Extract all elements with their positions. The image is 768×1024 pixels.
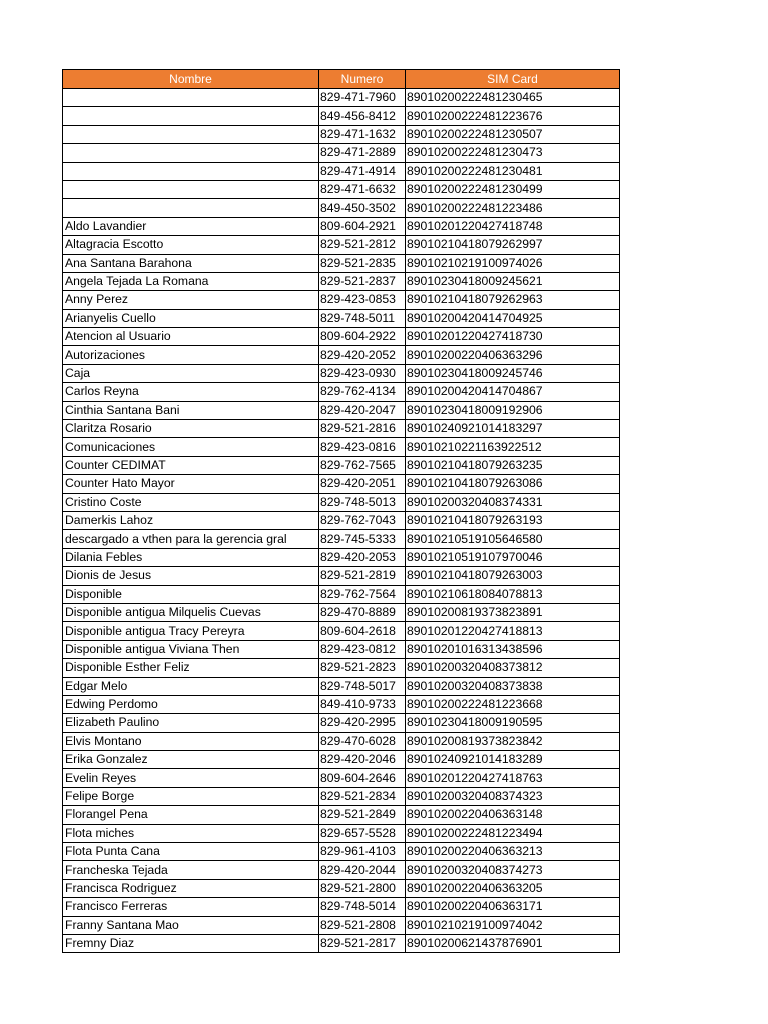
sim-card-cell[interactable]: 89010201016313438596 [406, 640, 620, 658]
nombre-cell[interactable] [63, 107, 319, 125]
table-row [63, 567, 620, 585]
table-row [63, 843, 620, 861]
sim-card-cell[interactable]: 89010210618084078813 [406, 585, 620, 603]
table-row [63, 530, 620, 548]
header-row [63, 70, 620, 89]
table-row [63, 732, 620, 750]
numero-cell[interactable]: 829-521-2834 [319, 787, 406, 805]
nombre-cell[interactable]: Claritza Rosario [63, 420, 319, 438]
column-header-nombre[interactable]: Nombre [63, 70, 319, 89]
table-row [63, 751, 620, 769]
sim-card-cell[interactable]: 89010200420414704867 [406, 383, 620, 401]
nombre-cell[interactable]: Edgar Melo [63, 677, 319, 695]
nombre-cell[interactable]: Evelin Reyes [63, 769, 319, 787]
numero-cell[interactable]: 829-420-2051 [319, 475, 406, 493]
table-row [63, 420, 620, 438]
nombre-cell[interactable] [63, 144, 319, 162]
nombre-cell[interactable]: Counter CEDIMAT [63, 456, 319, 474]
numero-cell[interactable]: 849-410-9733 [319, 695, 406, 713]
nombre-cell[interactable]: Aldo Lavandier [63, 217, 319, 235]
table-row [63, 475, 620, 493]
numero-cell[interactable]: 829-748-5017 [319, 677, 406, 695]
numero-cell[interactable]: 809-604-2922 [319, 328, 406, 346]
nombre-cell[interactable]: Ana Santana Barahona [63, 254, 319, 272]
nombre-cell[interactable]: Erika Gonzalez [63, 751, 319, 769]
sim-card-cell[interactable]: 89010200222481223486 [406, 199, 620, 217]
sim-card-cell[interactable]: 89010200222481223676 [406, 107, 620, 125]
numero-cell[interactable]: 829-762-7565 [319, 456, 406, 474]
numero-cell[interactable]: 829-521-2819 [319, 567, 406, 585]
sim-card-cell[interactable]: 89010201220427418763 [406, 769, 620, 787]
numero-cell[interactable]: 829-471-7960 [319, 89, 406, 107]
sim-card-cell[interactable]: 89010210418079262963 [406, 291, 620, 309]
numero-cell[interactable]: 829-745-5333 [319, 530, 406, 548]
sim-card-cell[interactable]: 89010200222481223668 [406, 695, 620, 713]
nombre-cell[interactable]: Franny Santana Mao [63, 916, 319, 934]
sim-card-cell[interactable]: 89010200819373823842 [406, 732, 620, 750]
numero-cell[interactable]: 829-762-7564 [319, 585, 406, 603]
sim-card-cell[interactable]: 89010230418009245621 [406, 272, 620, 290]
sim-card-cell[interactable]: 89010200222481230499 [406, 180, 620, 198]
table-row [63, 622, 620, 640]
sim-card-cell[interactable]: 89010240921014183297 [406, 420, 620, 438]
table-row [63, 493, 620, 511]
nombre-cell[interactable]: Damerkis Lahoz [63, 511, 319, 529]
table-row [63, 824, 620, 842]
sim-card-cell[interactable]: 89010210418079263235 [406, 456, 620, 474]
sim-card-cell[interactable]: 89010200222481230465 [406, 89, 620, 107]
nombre-cell[interactable]: Dionis de Jesus [63, 567, 319, 585]
table-row [63, 272, 620, 290]
numero-cell[interactable]: 829-420-2053 [319, 548, 406, 566]
numero-cell[interactable]: 829-471-2889 [319, 144, 406, 162]
sim-card-cell[interactable]: 89010230418009190595 [406, 714, 620, 732]
nombre-cell[interactable]: Disponible antigua Tracy Pereyra [63, 622, 319, 640]
sim-card-cell[interactable]: 89010230418009192906 [406, 401, 620, 419]
table-row [63, 309, 620, 327]
nombre-cell[interactable]: Disponible [63, 585, 319, 603]
numero-cell[interactable]: 829-762-7043 [319, 511, 406, 529]
sim-card-cell[interactable]: 89010210418079263003 [406, 567, 620, 585]
sim-card-cell[interactable]: 89010200222481230507 [406, 125, 620, 143]
numero-cell[interactable]: 829-471-4914 [319, 162, 406, 180]
numero-cell[interactable]: 829-471-1632 [319, 125, 406, 143]
sim-card-cell[interactable]: 89010200220406363148 [406, 806, 620, 824]
nombre-cell[interactable]: Anny Perez [63, 291, 319, 309]
nombre-cell[interactable]: Comunicaciones [63, 438, 319, 456]
numero-cell[interactable]: 829-521-2817 [319, 934, 406, 952]
nombre-cell[interactable]: Francisco Ferreras [63, 898, 319, 916]
numero-cell[interactable]: 829-420-2047 [319, 401, 406, 419]
numero-cell[interactable]: 829-423-0816 [319, 438, 406, 456]
table-row [63, 640, 620, 658]
table-row [63, 180, 620, 198]
nombre-cell[interactable]: Elizabeth Paulino [63, 714, 319, 732]
numero-cell[interactable]: 849-456-8412 [319, 107, 406, 125]
numero-cell[interactable]: 829-521-2808 [319, 916, 406, 934]
numero-cell[interactable]: 829-521-2812 [319, 236, 406, 254]
table-row [63, 217, 620, 235]
nombre-cell[interactable]: Disponible antigua Viviana Then [63, 640, 319, 658]
table-row [63, 806, 620, 824]
sim-card-cell[interactable]: 89010200420414704925 [406, 309, 620, 327]
nombre-cell[interactable] [63, 162, 319, 180]
nombre-cell[interactable]: Francheska Tejada [63, 861, 319, 879]
table-row [63, 695, 620, 713]
nombre-cell[interactable]: Francisca Rodriguez [63, 879, 319, 897]
sim-card-cell[interactable]: 89010200222481230473 [406, 144, 620, 162]
nombre-cell[interactable] [63, 89, 319, 107]
numero-cell[interactable]: 829-748-5011 [319, 309, 406, 327]
numero-cell[interactable]: 829-521-2849 [319, 806, 406, 824]
table-row [63, 879, 620, 897]
numero-cell[interactable]: 829-423-0853 [319, 291, 406, 309]
sim-card-cell[interactable]: 89010200220406363296 [406, 346, 620, 364]
nombre-cell[interactable]: Arianyelis Cuello [63, 309, 319, 327]
table-row [63, 346, 620, 364]
sim-card-cell[interactable]: 89010200320408374323 [406, 787, 620, 805]
numero-cell[interactable]: 849-450-3502 [319, 199, 406, 217]
sim-card-cell[interactable]: 89010200320408374273 [406, 861, 620, 879]
table-row [63, 328, 620, 346]
numero-cell[interactable]: 829-762-4134 [319, 383, 406, 401]
sim-card-cell[interactable]: 89010240921014183289 [406, 751, 620, 769]
nombre-cell[interactable] [63, 199, 319, 217]
nombre-cell[interactable]: Florangel Pena [63, 806, 319, 824]
nombre-cell[interactable]: Edwing Perdomo [63, 695, 319, 713]
sim-card-cell[interactable]: 89010210418079263193 [406, 511, 620, 529]
sim-card-cell[interactable]: 89010210219100974042 [406, 916, 620, 934]
table-row [63, 199, 620, 217]
table-row [63, 291, 620, 309]
sim-card-cell[interactable]: 89010200220406363171 [406, 898, 620, 916]
numero-cell[interactable]: 829-521-2823 [319, 659, 406, 677]
nombre-cell[interactable]: Felipe Borge [63, 787, 319, 805]
table-row [63, 107, 620, 125]
sim-card-cell[interactable]: 89010201220427418730 [406, 328, 620, 346]
nombre-cell[interactable]: Disponible antigua Milquelis Cuevas [63, 603, 319, 621]
nombre-cell[interactable]: Cinthia Santana Bani [63, 401, 319, 419]
numero-cell[interactable]: 829-657-5528 [319, 824, 406, 842]
table-row [63, 916, 620, 934]
table-row [63, 714, 620, 732]
table-row [63, 603, 620, 621]
numero-cell[interactable]: 829-420-2046 [319, 751, 406, 769]
numero-cell[interactable]: 829-961-4103 [319, 843, 406, 861]
table-row [63, 898, 620, 916]
sim-card-cell[interactable]: 89010200222481223494 [406, 824, 620, 842]
numero-cell[interactable]: 829-521-2835 [319, 254, 406, 272]
table-row [63, 89, 620, 107]
numero-cell[interactable]: 829-470-8889 [319, 603, 406, 621]
table-row [63, 861, 620, 879]
column-header-numero[interactable]: Numero [319, 70, 406, 89]
nombre-cell[interactable]: Disponible Esther Feliz [63, 659, 319, 677]
table-row [63, 787, 620, 805]
sim-card-cell[interactable]: 89010200320408373812 [406, 659, 620, 677]
nombre-cell[interactable]: Carlos Reyna [63, 383, 319, 401]
numero-cell[interactable]: 829-420-2052 [319, 346, 406, 364]
table-row [63, 511, 620, 529]
numero-cell[interactable]: 809-604-2921 [319, 217, 406, 235]
table-row [63, 934, 620, 952]
table-row [63, 438, 620, 456]
numero-cell[interactable]: 829-423-0812 [319, 640, 406, 658]
nombre-cell[interactable]: Angela Tejada La Romana [63, 272, 319, 290]
sim-card-cell[interactable]: 89010200621437876901 [406, 934, 620, 952]
sim-card-cell[interactable]: 89010200220406363205 [406, 879, 620, 897]
sim-card-cell[interactable]: 89010230418009245746 [406, 364, 620, 382]
sim-card-cell[interactable]: 89010200220406363213 [406, 843, 620, 861]
table-row [63, 162, 620, 180]
sim-card-cell[interactable]: 89010210519107970046 [406, 548, 620, 566]
sim-card-table [62, 69, 620, 953]
table-row [63, 585, 620, 603]
numero-cell[interactable]: 809-604-2646 [319, 769, 406, 787]
sim-card-cell[interactable]: 89010210219100974026 [406, 254, 620, 272]
sim-card-cell[interactable]: 89010210221163922512 [406, 438, 620, 456]
table-row [63, 144, 620, 162]
sim-card-cell[interactable]: 89010200320408374331 [406, 493, 620, 511]
table-row [63, 236, 620, 254]
table-body [63, 89, 620, 953]
nombre-cell[interactable] [63, 180, 319, 198]
table-row [63, 401, 620, 419]
table-row [63, 383, 620, 401]
table-row [63, 364, 620, 382]
nombre-cell[interactable]: Atencion al Usuario [63, 328, 319, 346]
numero-cell[interactable]: 829-420-2044 [319, 861, 406, 879]
numero-cell[interactable]: 829-470-6028 [319, 732, 406, 750]
nombre-cell[interactable]: Flota miches [63, 824, 319, 842]
nombre-cell[interactable]: Counter Hato Mayor [63, 475, 319, 493]
numero-cell[interactable]: 809-604-2618 [319, 622, 406, 640]
numero-cell[interactable]: 829-521-2800 [319, 879, 406, 897]
nombre-cell[interactable]: Autorizaciones [63, 346, 319, 364]
numero-cell[interactable]: 829-748-5013 [319, 493, 406, 511]
numero-cell[interactable]: 829-521-2816 [319, 420, 406, 438]
table-row [63, 677, 620, 695]
sim-card-cell[interactable]: 89010201220427418813 [406, 622, 620, 640]
numero-cell[interactable]: 829-471-6632 [319, 180, 406, 198]
table-row [63, 456, 620, 474]
sim-card-cell[interactable]: 89010210519105646580 [406, 530, 620, 548]
nombre-cell[interactable]: Caja [63, 364, 319, 382]
nombre-cell[interactable]: Elvis Montano [63, 732, 319, 750]
nombre-cell[interactable]: Cristino Coste [63, 493, 319, 511]
table-row [63, 254, 620, 272]
column-header-sim-card[interactable]: SIM Card [406, 70, 620, 89]
numero-cell[interactable]: 829-423-0930 [319, 364, 406, 382]
table-row [63, 659, 620, 677]
sim-card-cell[interactable]: 89010201220427418748 [406, 217, 620, 235]
nombre-cell[interactable] [63, 125, 319, 143]
sim-card-cell[interactable]: 89010200222481230481 [406, 162, 620, 180]
nombre-cell[interactable]: Flota Punta Cana [63, 843, 319, 861]
sim-card-cell[interactable]: 89010200320408373838 [406, 677, 620, 695]
nombre-cell[interactable]: Fremny Diaz [63, 934, 319, 952]
table-row [63, 125, 620, 143]
nombre-cell[interactable]: Dilania Febles [63, 548, 319, 566]
sim-card-cell[interactable]: 89010200819373823891 [406, 603, 620, 621]
table-row [63, 548, 620, 566]
numero-cell[interactable]: 829-521-2837 [319, 272, 406, 290]
table-row [63, 769, 620, 787]
nombre-cell[interactable]: Altagracia Escotto [63, 236, 319, 254]
numero-cell[interactable]: 829-748-5014 [319, 898, 406, 916]
numero-cell[interactable]: 829-420-2995 [319, 714, 406, 732]
sim-card-cell[interactable]: 89010210418079263086 [406, 475, 620, 493]
sim-card-cell[interactable]: 89010210418079262997 [406, 236, 620, 254]
nombre-cell[interactable]: descargado a vthen para la gerencia gral [63, 530, 319, 548]
